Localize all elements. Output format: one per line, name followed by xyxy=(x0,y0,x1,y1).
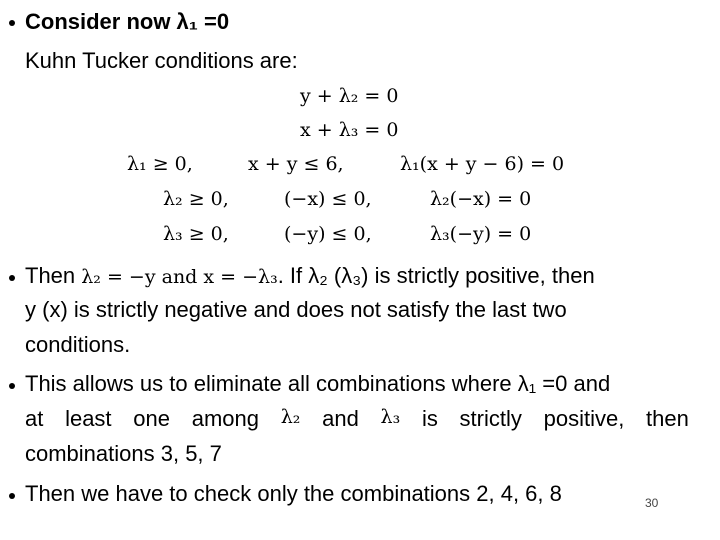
para1-line1 xyxy=(25,263,595,289)
condition-r1c2: x + y ≤ 6, xyxy=(248,153,344,175)
para2-word: and xyxy=(322,406,359,431)
bullet-icon xyxy=(9,275,15,281)
bullet-icon xyxy=(9,493,15,499)
para2-lambda2: λ₂ xyxy=(280,406,301,428)
bullet-icon xyxy=(9,20,15,26)
para2-line2 xyxy=(25,406,689,432)
para1-then: Then xyxy=(25,263,82,288)
kt-intro: Kuhn Tucker conditions are: xyxy=(25,48,298,73)
para2-line1: This allows us to eliminate all combinations where λ₁ =0 and xyxy=(25,371,611,396)
para2-word: least xyxy=(65,406,112,431)
para1-x-eq: x = −λ₃ xyxy=(203,266,278,288)
condition-eq2: x + λ₃ = 0 xyxy=(300,119,399,141)
condition-eq1: y + λ₂ = 0 xyxy=(300,85,399,107)
para1-lambda2-eq: λ₂ = −y xyxy=(81,266,156,288)
bullet-icon xyxy=(9,383,15,389)
para1-line2: y (x) is strictly negative and does not satisfy the last two xyxy=(25,297,567,322)
condition-r3c2: (−y) ≤ 0, xyxy=(284,223,372,245)
para1-and: and xyxy=(155,266,204,288)
condition-r2c2: (−x) ≤ 0, xyxy=(284,188,372,210)
page-number: 30 xyxy=(645,496,659,510)
condition-r2c1: λ₂ ≥ 0, xyxy=(163,188,229,210)
para2-lambda3: λ₃ xyxy=(380,406,401,428)
condition-r3c3: λ₃(−y) = 0 xyxy=(430,223,532,245)
para2-word: positive, xyxy=(543,406,625,431)
para1-line3: conditions. xyxy=(25,332,131,357)
para2-word: is xyxy=(421,406,438,431)
para2-word: one xyxy=(133,406,170,431)
para2-word: then xyxy=(646,406,689,431)
condition-r1c1: λ₁ ≥ 0, xyxy=(127,153,193,175)
para2-word: strictly xyxy=(459,406,522,431)
para2-word: among xyxy=(191,406,259,431)
para1-if-text: . If λ₂ (λ₃) is strictly positive, then xyxy=(277,263,595,288)
para2-line3: combinations 3, 5, 7 xyxy=(25,441,222,466)
slide-title: Consider now λ₁ =0 xyxy=(25,9,230,34)
condition-r2c3: λ₂(−x) = 0 xyxy=(430,188,532,210)
para2-word: at xyxy=(25,406,44,431)
para3: Then we have to check only the combinations 2, 4, 6, 8 xyxy=(25,481,562,506)
condition-r1c3: λ₁(x + y − 6) = 0 xyxy=(400,153,565,175)
condition-r3c1: λ₃ ≥ 0, xyxy=(163,223,229,245)
